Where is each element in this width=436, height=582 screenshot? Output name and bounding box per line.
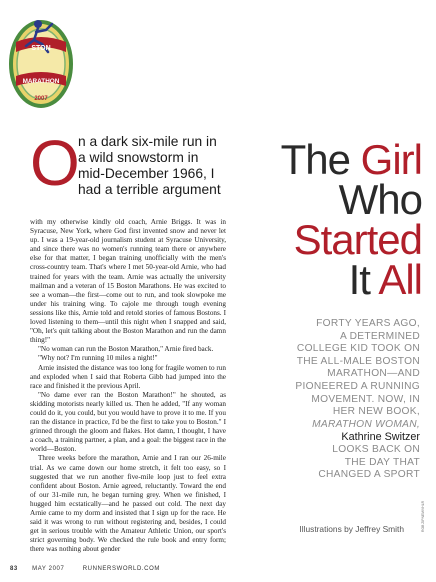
headline-line-4: [252, 256, 422, 303]
drop-cap: O: [30, 127, 80, 199]
headline-line-1: [252, 136, 422, 183]
author-name: Kathrine Switzer: [341, 431, 420, 444]
photo-credit: ROB ZIPNEMIVHLR: [421, 500, 425, 532]
headline-line-2: Who: [338, 176, 422, 223]
boston-marathon-badge: [8, 6, 74, 110]
book-title: MARATHON WOMAN,: [312, 418, 420, 430]
dek-line: THE DAY THAT: [344, 456, 420, 468]
dek-line: FORTY YEARS AGO,: [316, 318, 420, 329]
dek-line: A DETERMINED: [339, 330, 420, 342]
illustration-credit: Illustrations by Jeffrey Smith: [299, 524, 404, 534]
dek-line: MARATHON—AND: [327, 368, 420, 380]
headline-word: It: [348, 256, 379, 303]
page-footer: [10, 566, 160, 572]
paragraph: Arnie insisted the distance was too long for fragile women to run and exploded when I said that Roberta Gibb had jumped into the race and finished it the previous April.: [30, 363, 226, 390]
dek-line: CHANGED A SPORT: [318, 469, 420, 481]
lead-line: had a terrible argument: [78, 182, 221, 197]
dek-line: PIONEERED A RUNNING: [295, 380, 420, 392]
headline-word: Girl: [360, 136, 422, 183]
lead-line: a wild snowstorm in: [78, 150, 199, 165]
article-body: [30, 127, 226, 554]
badge-year: 2007: [34, 96, 48, 102]
headline: [252, 136, 422, 303]
paragraph: with my otherwise kindly old coach, Arnie Briggs. It was in Syracuse, New York, where God first invented snow and never let up. I was a 19-year-old journalism student at Syracuse University, and since there was no women's running team there or anywhere else for that matter, I began training unofficially with the men's cross-country team. That's where I met 50-year-old Arnie, who had trained for years with the team. Arnie was actually the university mailman and a veteran of 15 Boston Marathons. He was excited to see a woman—the first—come out to run, and took slowpoke me under his training wing. To cajole me through tough evening sessions like this, Arnie told and retold stories of famous Bostons. I loved listening to them—until this night when I snapped and said, "Oh, let's quit talking about the Boston Marathon and run the damn thing!": [30, 218, 226, 345]
paragraph: Three weeks before the marathon, Arnie and I ran our 26-mile trial. As we came down our home stretch, it felt too easy, so I suggested that we run another five-mile loop just to feel extra confident about Boston. Arnie agreed, reluctantly. Toward the end of our 31-mile run, he began turning grey. When we finished, I hugged him ecstatically—and he passed out cold. The next day Arnie came to my dorm and insisted that I sign up for the race. He said it was wrong to run without registering and, besides, I could get in serious trouble with the Amateur Athletic Union, our sport's strict governing body. We checked the rule book and entry form; there was nothing about gender: [30, 454, 226, 554]
dek-line: LOOKS BACK ON: [332, 443, 420, 455]
paragraph: "No dame ever ran the Boston Marathon!" he shouted, as skidding motorists nearly killed us. Then he added, "If any woman could do it, you could, but you would have to prove it to me. If you ran the distance in practice, I'd be the first to take you to Boston." I grinned through the gloom and flakes. Hot damn, I thought, I have a coach, a training partner, a plan, and a goal: the biggest race in the world—Boston.: [30, 390, 226, 454]
dek-line: MOVEMENT. NOW, IN: [311, 393, 420, 405]
paragraph: "Why not? I'm running 10 miles a night!": [38, 354, 158, 363]
dek-line: HER NEW BOOK,: [332, 406, 420, 418]
paragraph: "No woman can run the Boston Marathon," Arnie fired back.: [38, 345, 214, 354]
lead-text: [78, 134, 226, 198]
website: RUNNERSWORLD.COM: [82, 566, 160, 572]
lead-line: n a dark six-mile run in: [78, 134, 217, 149]
headline-line-3: Started: [293, 216, 422, 263]
issue-date: MAY 2007: [32, 566, 65, 572]
dek-line: THE ALL-MALE BOSTON: [296, 355, 420, 367]
article-opener: [30, 127, 226, 218]
dek: [260, 318, 420, 482]
badge-word-mid: MARATHON: [22, 78, 60, 85]
lead-line: mid-December 1966, I: [78, 166, 215, 181]
badge-illustration: [8, 6, 74, 110]
page-number: 83: [10, 566, 18, 572]
body-text: [30, 218, 226, 554]
dek-line: COLLEGE KID TOOK ON: [296, 343, 420, 355]
headline-word: All: [378, 256, 422, 303]
headline-word: The: [280, 136, 361, 183]
badge-word-top: STON: [31, 45, 51, 52]
